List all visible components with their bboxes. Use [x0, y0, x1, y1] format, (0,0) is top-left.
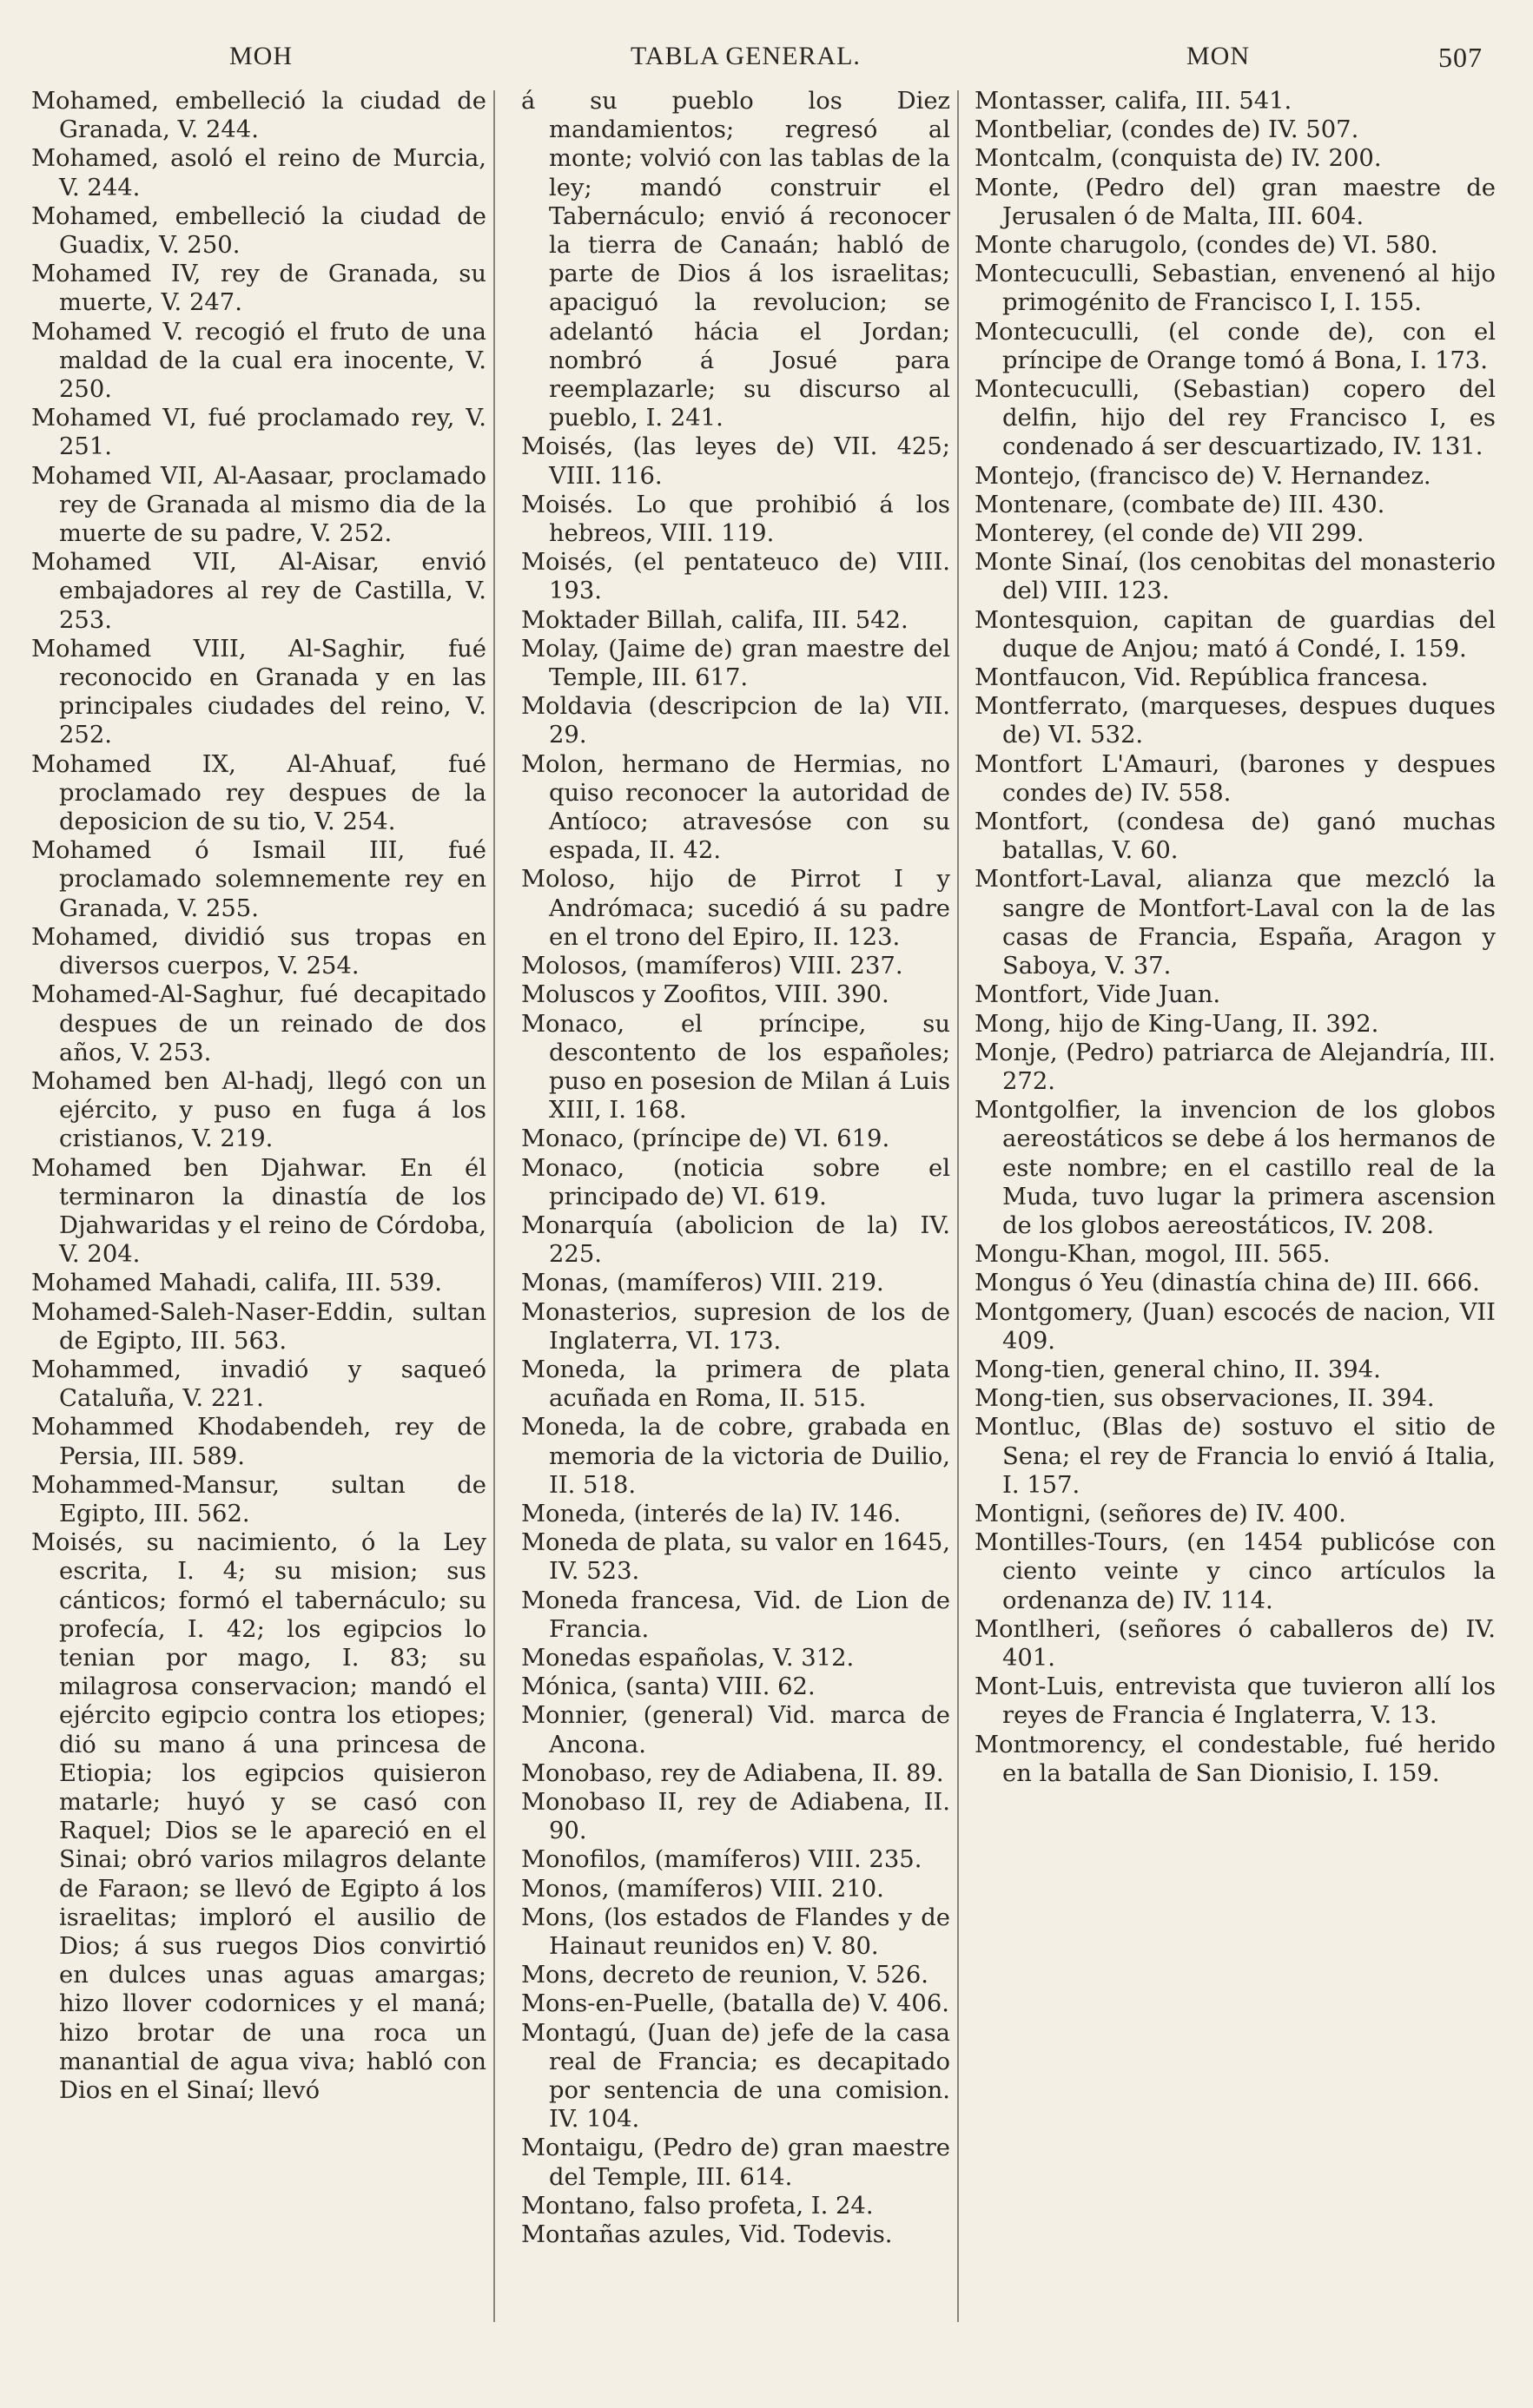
index-entry: Monasterios, supresion de los de Inglaterra, VI. 173. [521, 1298, 950, 1355]
index-entry: Montgolfier, la invencion de los globos aereostáticos se debe á los hermanos de este nombre; en el castillo real de la Muda, tuvo lugar la primera ascension de los globos aereostáticos, IV. 208. [975, 1097, 1496, 1239]
index-entry: á su pueblo los Diez mandamientos; regresó al monte; volvió con las tablas de la ley; mandó construir el Tabernáculo; envió á reconocer la tierra de Canaán; habló de parte de Dios á los israelitas; apaciguó la revolucion; se adelantó hácia el Jordan; nombró á Josué para reemplazarle; su discurso al pueblo, I. 241. [521, 88, 950, 432]
index-entry: Montgomery, (Juan) escocés de nacion, VII 409. [975, 1298, 1496, 1355]
index-entry: Monarquía (abolicion de la) IV. 225. [521, 1211, 950, 1269]
index-entry: Montejo, (francisco de) V. Hernandez. [975, 462, 1431, 490]
column-divider [493, 90, 495, 2322]
index-entry: Mohamed, embelleció la ciudad de Guadix, V. 250. [31, 202, 486, 260]
index-entry: Mohamed-Al-Saghur, fué decapitado despues de un reinado de dos años, V. 253. [31, 981, 486, 1066]
index-entry: Montfort, Vide Juan. [975, 981, 1221, 1009]
index-entry: Monte Sinaí, (los cenobitas del monasterio del) VIII. 123. [975, 549, 1496, 605]
index-entry: Montano, falso profeta, I. 24. [521, 2192, 874, 2220]
index-entry: Mohamed ben Al-hadj, llegó con un ejército, y puso en fuga á los cristianos, V. 219. [31, 1067, 486, 1153]
index-entry: Mohamed-Saleh-Naser-Eddin, sultan de Egipto, III. 563. [31, 1298, 486, 1355]
index-entry: Mong-tien, sus observaciones, II. 394. [975, 1385, 1435, 1413]
index-entry: Mong-tien, general chino, II. 394. [975, 1356, 1381, 1383]
index-entry: Monobaso, rey de Adiabena, II. 89. [521, 1759, 944, 1787]
running-head-title: TABLA GENERAL. [631, 42, 861, 70]
index-entry: Mohamed ó Ismail III, fué proclamado solemnemente rey en Granada, V. 255. [31, 837, 486, 922]
index-entry: Mohammed-Mansur, sultan de Egipto, III. 562. [31, 1471, 486, 1527]
index-entry: Monofilos, (mamíferos) VIII. 235. [521, 1846, 922, 1874]
index-entry: Montagú, (Juan de) jefe de la casa real de Francia; es decapitado por sentencia de una comision. IV. 104. [521, 2019, 950, 2134]
index-entry: Mohamed V. recogió el fruto de una maldad de la cual era inocente, V. 250. [31, 318, 486, 404]
index-entry: Moneda de plata, su valor en 1645, IV. 523. [521, 1529, 950, 1586]
index-column-1 [31, 87, 486, 2105]
index-entry: Montfort L'Amauri, (barones y despues condes de) IV. 558. [975, 750, 1496, 807]
index-entry: Mohammed, invadió y saqueó Cataluña, V. 221. [31, 1356, 486, 1413]
index-entry: Montmorency, el condestable, fué herido en la batalla de San Dionisio, I. 159. [975, 1731, 1496, 1787]
index-entry: Moldavia (descripcion de la) VII. 29. [521, 693, 950, 749]
index-entry: Montaigu, (Pedro de) gran maestre del Temple, III. 614. [521, 2134, 950, 2191]
index-entry: Mongu-Khan, mogol, III. 565. [975, 1241, 1331, 1269]
index-entry: Monterey, (el conde de) VII 299. [975, 520, 1365, 548]
index-entry: Moluscos y Zoofitos, VIII. 390. [521, 981, 889, 1009]
index-entry: Montasser, califa, III. 541. [975, 88, 1292, 115]
index-entry: Monaco, el príncipe, su descontento de los españoles; puso en posesion de Milan á Luis XIII, I. 168. [521, 1010, 950, 1125]
index-entry: Mohamed VIII, Al-Saghir, fué reconocido en Granada y en las principales ciudades del reino, V. 252. [31, 635, 486, 749]
index-entry: Monobaso II, rey de Adiabena, II. 90. [521, 1788, 950, 1845]
index-entry: Moneda, la primera de plata acuñada en Roma, II. 515. [521, 1356, 950, 1413]
index-entry: Montecuculli, (Sebastian) copero del delfin, hijo del rey Francisco I, es condenado á ser descuartizado, IV. 131. [975, 376, 1496, 461]
index-entry: Mohamed IX, Al-Ahuaf, fué proclamado rey despues de la deposicion de su tio, V. 254. [31, 750, 486, 836]
index-entry: Monedas españolas, V. 312. [521, 1644, 855, 1672]
index-entry: Montfaucon, Vid. República francesa. [975, 664, 1429, 692]
index-entry: Monos, (mamíferos) VIII. 210. [521, 1875, 884, 1903]
index-entry: Mohamed VII, Al-Aasaar, proclamado rey de Granada al mismo dia de la muerte de su padre, V. 252. [31, 462, 486, 548]
index-entry: Mohamed VII, Al-Aisar, envió embajadores al rey de Castilla, V. 253. [31, 549, 486, 634]
index-entry: Moisés. Lo que prohibió á los hebreos, VIII. 119. [521, 491, 950, 548]
index-entry: Moneda francesa, Vid. de Lion de Francia. [521, 1587, 950, 1643]
index-entry: Molosos, (mamíferos) VIII. 237. [521, 953, 903, 980]
column-divider [957, 90, 959, 2322]
index-entry: Mons, (los estados de Flandes y de Hainaut reunidos en) V. 80. [521, 1903, 950, 1960]
index-entry: Mohamed VI, fué proclamado rey, V. 251. [31, 405, 486, 461]
index-entry: Montañas azules, Vid. Todevis. [521, 2221, 893, 2249]
index-entry: Mohamed IV, rey de Granada, su muerte, V. 247. [31, 261, 486, 317]
index-entry: Moloso, hijo de Pirrot I y Andrómaca; sucedió á su padre en el trono del Epiro, II. 123. [521, 866, 950, 951]
index-entry: Mohamed ben Djahwar. En él terminaron la dinastía de los Djahwaridas y el reino de Córdoba, V. 204. [31, 1154, 486, 1269]
index-entry: Monnier, (general) Vid. marca de Ancona. [521, 1702, 950, 1758]
index-column-2 [521, 87, 950, 2249]
index-column-3 [975, 87, 1496, 1788]
index-entry: Moneda, (interés de la) IV. 146. [521, 1500, 902, 1527]
index-entry: Moisés, su nacimiento, ó la Ley escrita, I. 4; su mision; sus cánticos; formó el tabernáculo; su profecía, I. 42; los egipcios lo tenian por mago, I. 83; su milagrosa conservacion; mandó el ejército egipcio contra los etiopes; dió su mano á una princesa de Etiopia; los egipcios quisieron matarle; huyó y se casó con Raquel; Dios se le apareció en el Sinai; obró varios milagros delante de Faraon; se llevó de Egipto á los israelitas; imploró el ausilio de Dios; á sus ruegos Dios convirtió en dulces unas aguas amargas; hizo llover codornices y el maná; hizo brotar de una roca un manantial de agua viva; habló con Dios en el Sinaí; llevó [31, 1529, 486, 2105]
index-entry: Monaco, (noticia sobre el principado de) VI. 619. [521, 1154, 950, 1211]
index-entry: Montenare, (combate de) III. 430. [975, 491, 1385, 518]
running-head-right: MON [1186, 42, 1251, 70]
index-entry: Mohamed, dividió sus tropas en diversos cuerpos, V. 254. [31, 923, 486, 980]
index-entry: Monas, (mamíferos) VIII. 219. [521, 1270, 884, 1297]
running-head-left: MOH [229, 42, 294, 70]
index-entry: Montigni, (señores de) IV. 400. [975, 1500, 1346, 1527]
index-entry: Montecuculli, Sebastian, envenenó al hijo primogénito de Francisco I, I. 155. [975, 261, 1496, 317]
index-entry: Montcalm, (conquista de) IV. 200. [975, 145, 1382, 173]
index-entry: Monaco, (príncipe de) VI. 619. [521, 1125, 890, 1153]
index-entry: Montfort-Laval, alianza que mezcló la sangre de Montfort-Laval con la de las casas de Francia, España, Aragon y Saboya, V. 37. [975, 866, 1496, 980]
index-entry: Mons-en-Puelle, (batalla de) V. 406. [521, 1990, 949, 2018]
index-entry: Moneda, la de cobre, grabada en memoria de la victoria de Duilio, II. 518. [521, 1414, 950, 1499]
index-entry: Molay, (Jaime de) gran maestre del Temple, III. 617. [521, 635, 950, 692]
index-entry: Monje, (Pedro) patriarca de Alejandría, III. 272. [975, 1039, 1496, 1095]
index-entry: Moisés, (el pentateuco de) VIII. 193. [521, 549, 950, 605]
index-entry: Monte, (Pedro del) gran maestre de Jerusalen ó de Malta, III. 604. [975, 174, 1496, 230]
index-entry: Moisés, (las leyes de) VII. 425; VIII. 116. [521, 433, 950, 490]
index-entry: Montfort, (condesa de) ganó muchas batallas, V. 60. [975, 808, 1496, 865]
index-entry: Mohamed, asoló el reino de Murcia, V. 244. [31, 145, 486, 201]
index-entry: Molon, hermano de Hermias, no quiso reconocer la autoridad de Antíoco; atravesóse con su espada, II. 42. [521, 750, 950, 865]
index-entry: Mohamed, embelleció la ciudad de Granada, V. 244. [31, 88, 486, 144]
index-entry: Mongus ó Yeu (dinastía china de) III. 666. [975, 1270, 1480, 1297]
index-entry: Mónica, (santa) VIII. 62. [521, 1673, 816, 1701]
index-entry: Monte charugolo, (condes de) VI. 580. [975, 232, 1438, 260]
page-number: 507 [1438, 42, 1483, 73]
index-entry: Montlheri, (señores ó caballeros de) IV. 401. [975, 1615, 1496, 1672]
index-entry: Montesquion, capitan de guardias del duque de Anjou; mató á Condé, I. 159. [975, 606, 1496, 663]
index-entry: Mont-Luis, entrevista que tuvieron allí los reyes de Francia é Inglaterra, V. 13. [975, 1673, 1496, 1730]
index-entry: Mong, hijo de King-Uang, II. 392. [975, 1010, 1379, 1038]
page-header [31, 42, 1508, 85]
index-entry: Montferrato, (marqueses, despues duques de) VI. 532. [975, 693, 1496, 749]
index-entry: Mohamed Mahadi, califa, III. 539. [31, 1270, 442, 1297]
index-entry: Montilles-Tours, (en 1454 publicóse con ciento veinte y cinco artículos la ordenanza de) IV. 114. [975, 1529, 1496, 1614]
index-entry: Moktader Billah, califa, III. 542. [521, 606, 909, 634]
index-entry: Mohammed Khodabendeh, rey de Persia, III. 589. [31, 1414, 486, 1470]
index-entry: Montecuculli, (el conde de), con el príncipe de Orange tomó á Bona, I. 173. [975, 318, 1496, 374]
index-entry: Montbeliar, (condes de) IV. 507. [975, 116, 1359, 144]
index-entry: Montluc, (Blas de) sostuvo el sitio de Sena; el rey de Francia lo envió á Italia, I. 157. [975, 1414, 1496, 1499]
index-entry: Mons, decreto de reunion, V. 526. [521, 1962, 928, 1989]
